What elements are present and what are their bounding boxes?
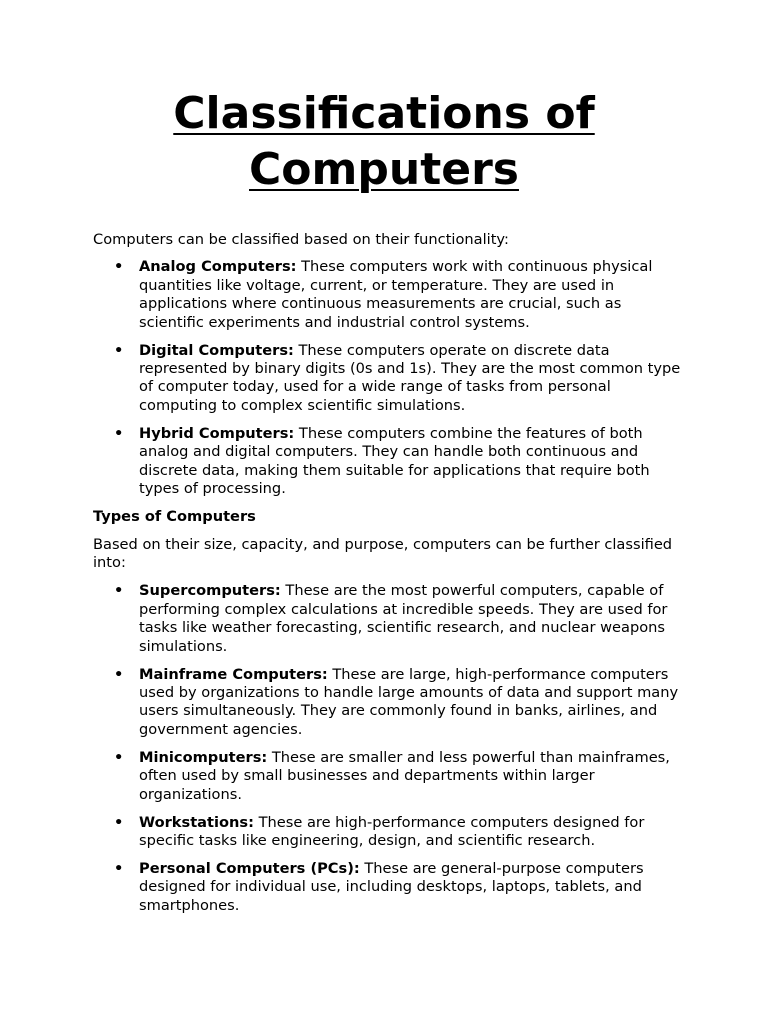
document-body <box>93 231 683 925</box>
list-item <box>93 749 683 804</box>
bullet-icon: • <box>114 258 124 276</box>
list-item-text: These are smaller and less powerful than mainframes, often used by small businesses and departments within larger organizations. <box>139 748 670 803</box>
bullet-icon: • <box>114 582 124 600</box>
section-heading: Types of Computers <box>93 508 256 526</box>
bullet-icon: • <box>114 424 124 442</box>
bullet-icon: • <box>114 748 124 766</box>
intro-paragraph: Computers can be classified based on their functionality: <box>93 231 509 248</box>
list-item-text: These are large, high-performance computers used by organizations to handle large amounts of data and support many users simultaneously. They are commonly found in banks, airlines, and government agencies. <box>139 665 679 738</box>
list-item-term: Mainframe Computers: <box>139 665 328 683</box>
list-item <box>93 582 683 656</box>
list-item <box>93 860 683 915</box>
list-item-term: Personal Computers (PCs): <box>139 859 360 877</box>
bullet-icon: • <box>114 341 124 359</box>
section-intro-paragraph: Based on their size, capacity, and purpose, computers can be further classified into: <box>93 535 673 572</box>
list-item <box>93 258 683 332</box>
functionality-list <box>93 258 683 498</box>
bullet-icon: • <box>114 859 124 877</box>
list-item-term: Digital Computers: <box>139 341 294 359</box>
list-item-term: Minicomputers: <box>139 748 268 766</box>
list-item <box>93 814 683 851</box>
list-item-text: These computers combine the features of both analog and digital computers. They can handle both continuous and discrete data, making them suitable for applications that require both types of processing. <box>139 424 650 498</box>
list-item <box>93 342 683 416</box>
bullet-icon: • <box>114 813 124 831</box>
title-line-2: Computers <box>249 144 519 195</box>
list-item-term: Analog Computers: <box>139 258 297 276</box>
list-item-term: Workstations: <box>139 813 254 831</box>
list-item <box>93 425 683 499</box>
list-item-text: These computers work with continuous physical quantities like voltage, current, or temperature. They are used in applications where continuous measurements are crucial, such as scientific experiments and industrial control systems. <box>139 258 653 331</box>
list-item-text: These computers operate on discrete data represented by binary digits (0s and 1s). They are the most common type of computer today, used for a wide range of tasks from personal computing to complex scientific simulations. <box>139 341 681 414</box>
list-item-term: Hybrid Computers: <box>139 424 295 442</box>
page-title <box>0 86 768 198</box>
bullet-icon: • <box>114 665 124 683</box>
list-item-text: These are high-performance computers designed for specific tasks like engineering, design, and scientific research. <box>139 813 645 849</box>
list-item <box>93 666 683 740</box>
list-item-term: Supercomputers: <box>139 582 281 600</box>
title-line-1: Classifications of <box>173 88 595 139</box>
types-list <box>93 582 683 915</box>
list-item-text: These are general-purpose computers designed for individual use, including desktops, laptops, tablets, and smartphones. <box>139 859 644 914</box>
list-item-text: These are the most powerful computers, capable of performing complex calculations at incredible speeds. They are used for tasks like weather forecasting, scientific research, and nuclear weapons simulations. <box>139 582 668 655</box>
